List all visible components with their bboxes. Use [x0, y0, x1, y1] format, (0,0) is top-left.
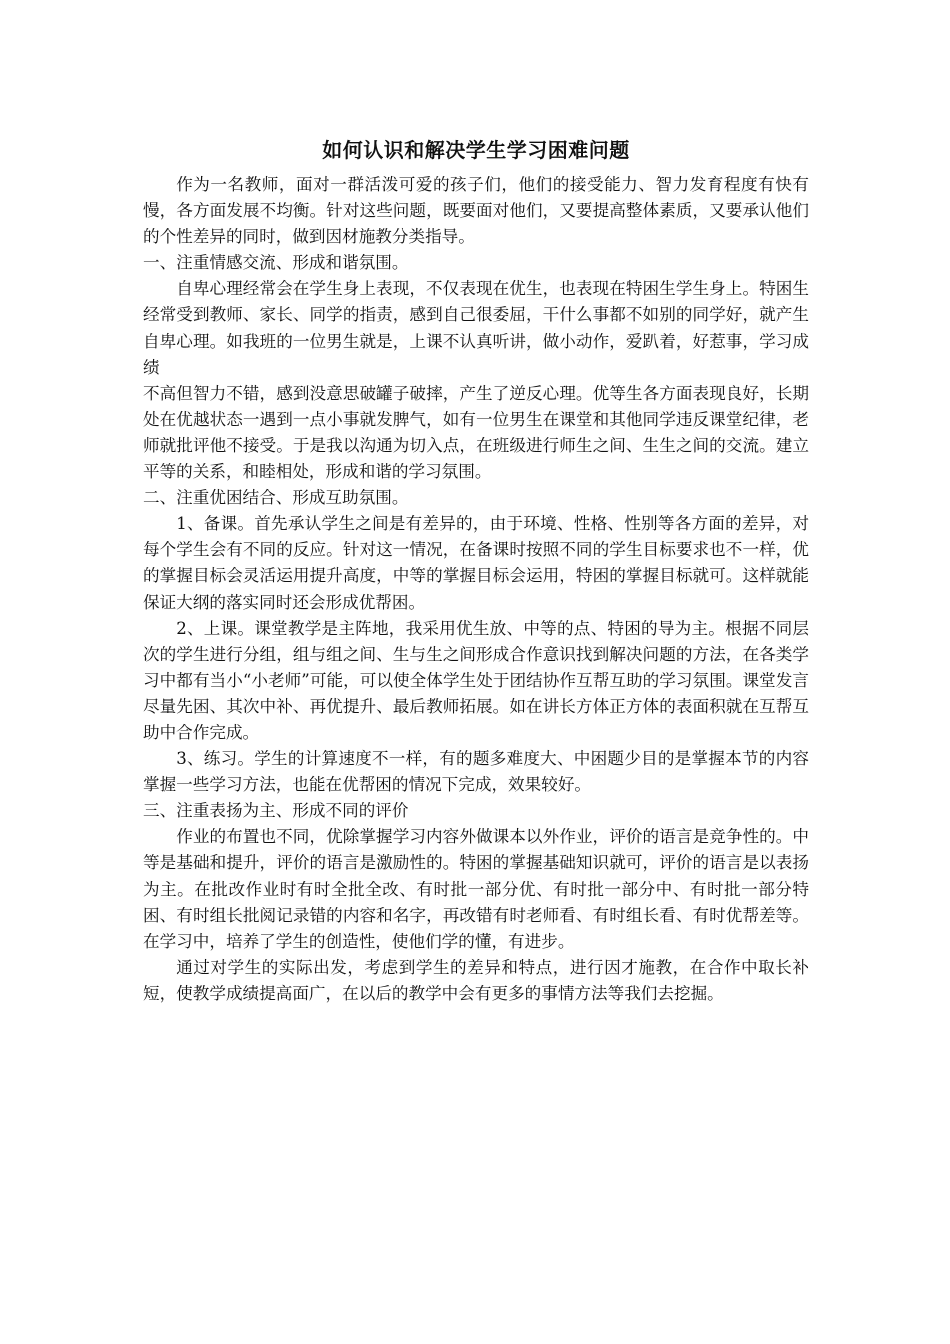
- body-paragraph: 3、练习。学生的计算速度不一样，有的题多难度大、中困题少目的是掌握本节的内容掌握一些学习方法，也能在优帮困的情况下完成，效果较好。: [143, 749, 809, 795]
- section-heading-2: 二、注重优困结合、形成互助氛围。: [143, 488, 409, 508]
- document-body: [143, 172, 809, 1007]
- intro-paragraph: 作为一名教师，面对一群活泼可爱的孩子们，他们的接受能力、智力发育程度有快有慢，各方面发展不均衡。针对这些问题，既要面对他们，又要提高整体素质，又要承认他们的个性差异的同时，做到因材施教分类指导。: [143, 175, 809, 247]
- document-page: [143, 128, 809, 1007]
- body-paragraph: 1、备课。首先承认学生之间是有差异的，由于环境、性格、性别等各方面的差异，对每个学生会有不同的反应。针对这一情况，在备课时按照不同的学生目标要求也不一样，优的掌握目标会灵活运用提升高度，中等的掌握目标会运用，特困的掌握目标就可。这样就能保证大纲的落实同时还会形成优帮困。: [143, 514, 809, 612]
- section-heading-1: 一、注重情感交流、形成和谐氛围。: [143, 253, 409, 273]
- body-paragraph-continued: 不高但智力不错，感到没意思破罐子破摔，产生了逆反心理。优等生各方面表现良好，长期处在优越状态一遇到一点小事就发脾气，如有一位男生在课堂和其他同学违反课堂纪律，老师就批评他不接受。于是我以沟通为切入点，在班级进行师生之间、生生之间的交流。建立平等的关系，和睦相处，形成和谐的学习氛围。: [143, 383, 809, 482]
- section-heading-3: 三、注重表扬为主、形成不同的评价: [143, 801, 409, 821]
- body-paragraph: 自卑心理经常会在学生身上表现，不仅表现在优生，也表现在特困生学生身上。特困生经常受到教师、家长、同学的指责，感到自己很委屈，干什么事都不如别的同学好，就产生自卑心理。如我班的一位男生就是，上课不认真听讲，做小动作，爱趴着，好惹事，学习成绩: [143, 279, 809, 377]
- body-paragraph: 2、上课。课堂教学是主阵地，我采用优生放、中等的点、特困的导为主。根据不同层次的学生进行分组，组与组之间、生与生之间形成合作意识找到解决问题的方法，在各类学习中都有当小“小老师”可能，可以使全体学生处于团结协作互帮互助的学习氛围。课堂发言尽量先困、其次中补、再优提升、最后教师拓展。如在讲长方体正方体的表面积就在互帮互助中合作完成。: [143, 618, 809, 742]
- body-paragraph: 作业的布置也不同，优除掌握学习内容外做课本以外作业，评价的语言是竞争性的。中等是基础和提升，评价的语言是激励性的。特困的掌握基础知识就可，评价的语言是以表扬为主。在批改作业时有时全批全改、有时批一部分优、有时批一部分中、有时批一部分特困、有时组长批阅记录错的内容和名字，再改错有时老师看、有时组长看、有时优帮差等。在学习中，培养了学生的创造性，使他们学的懂，有进步。: [143, 827, 809, 951]
- conclusion-paragraph: 通过对学生的实际出发，考虑到学生的差异和特点，进行因才施教，在合作中取长补短，使教学成绩提高面广，在以后的教学中会有更多的事情方法等我们去挖掘。: [143, 957, 809, 1003]
- document-title: 如何认识和解决学生学习困难问题: [322, 138, 630, 162]
